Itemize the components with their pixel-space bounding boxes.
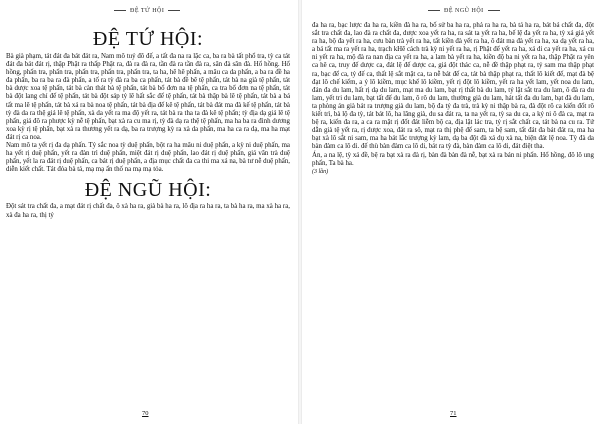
paragraph: Nam mô ta yết rị đa dạ phấn. Tỷ sắc noa tỳ duệ phấn, bột ra ha mâu ni duệ phấn, a kỳ ni duệ phấn, ma ha yết rị duệ phấn, yết ra đàn trì duệ phấn, miệt đát rị duệ phấn, lao đát rị duệ phấn, giá văn trà duệ phấn, yết la ra đát rị duệ phấn, ca bát rị duệ phấn, a địa mục chất đa ca thi ma xá na, bà tư nễ duệ phấn, diễn kiết chất. Tát đỏa bà tả, mạ mạ ấn thố na mạ mạ tỏa. [6, 142, 290, 174]
running-header-left [110, 8, 184, 14]
repeat-note: (3 lần) [312, 168, 329, 175]
right-page [304, 0, 600, 424]
header-text: ĐỆ NGŨ HỘI [444, 8, 484, 14]
right-page-content [312, 22, 594, 176]
header-rule [168, 10, 180, 11]
header-rule [488, 10, 500, 11]
header-rule [428, 10, 440, 11]
left-page [0, 0, 296, 424]
book-gutter [298, 0, 302, 424]
section-title: ĐỆ TỨ HỘI: [92, 28, 204, 50]
left-page-content [6, 22, 290, 220]
paragraph: Án, a na lệ, tỳ xá đề, bệ ra bạt xà ra đà rị, bàn đà bàn đà nễ, bạt xà ra bán ni phấn. Hổ hồng, đô lô ung phấn, Ta bà ha. [312, 151, 594, 167]
page-number: 71 [450, 410, 457, 417]
running-header-right [424, 8, 504, 14]
header-rule [114, 10, 126, 11]
page-number: 70 [142, 410, 149, 417]
paragraph: đa ha ra, bạc lược đa ha ra, kiền đà ha ra, bố sử ba ha ra, phả ra ha ra, bà tả ha ra, bát bá chất đa, đột sắt tra chất đa, lao đà ra chất đa, dược xoa yết ra ha, ra sát ta yết ra ha, bế lệ đa yết ra ha, tỳ xá giá yết ra ha, bộ đa yết ra ha, cưu bàn trà yết ra ha, tất kiền đà yết ra ha, ô đát ma đà yết ra ha, xa dạ yết ra ha, a bá tất ma ra yết ra ha, trạch kHê cách trà kỳ ni yết ra ha, rị Phật để yết ra ha, xá di ca yết ra ha, xá cu ni yết ra ha, mộ đà ra nan địa ca yết ra ha, a lam bà yết ra ha, kiền độ ba ni yết ra ha, thập Phật ra yên ca hê ca, truy đế dược ca, đát lệ đế dược ca, giả đột thác ca, nễ đề thập phạt ra, tỷ sam ma thập phạt ra, bạc để ca, tỷ đế ca, thất lệ sắt mật ca, ta nễ bát đế ca, tát bà thập phạt ra, thất lô kiết đế, mạt đà bệ đạt lô chế kiếm, a ỷ lô kiềm, mục khế lô kiềm, yết rị đột lô kiềm, yết ra ha yết lam, yết noa du lam, đản đa du lam, hất rị dạ du lam, mạt ma du lam, bạt rị thất bà du lam, tỷ lật sắt tra du lam, ô đà ra du lam, yết tri du lam, bạt tất đế du lam, ô rô du lam, thường già du lam, hát tất đa du lam, bạt đà du lam, ta phòng án già bát ra trượng già du lam, bộ đa tỷ đa trà, trà kỳ ni thập bà ra, đà đột rô ca kiến đốt rô kiết trì, bà lộ đa tỳ, tát bát lô, ha lăng già, du sa đát ra, ta na yết ra, tỳ sa du ca, a kỷ ni ô đà ca, mạt ra bệ ra, kiến đa ra, a ca ra mật rị đốt đát liễm bộ ca, địa lật lác tra, tỷ rị sắt chất ca, tát bà na cu ra. Tứ dẫn già tệ yết ra, rị dược xoa, đát ra sô, mạt ra thị phệ đế sam, ta bệ sam, tất đát đa bát đát ra, ma ha bạt xà lô sắt ni sam, ma ha bát lắc trượng kỳ lam, dạ ba đột đà xá dụ xà na, biện đát lệ noa. Tỳ đà da bàn đàm ca lô di. đế thù bàn đàm ca lô di, bát ra tỳ đà, bàn đàm ca lô di, đát điệt tha. [312, 22, 594, 151]
section-title: ĐỆ NGŨ HỘI: [84, 179, 212, 202]
paragraph: Đột sát tra chất đa, a mạt đát rị chất đa, ô xà ha ra, già bà ha ra, lô địa ra ha ra, ta bà ha ra, ma xà ha ra, xà đa ha ra, thị tỷ [6, 203, 290, 219]
paragraph: Bà già phạm, tát đát đa bát đát ra, Nam mô tuý đô đế, a tất đa na ra lặc ca, ba ra bà tất phổ tra, tỳ ca tát đát đa bát đát rị, thập Phật ra thấp Phật ra, đà ra đà ra, tần đà ra tần đà ra, sân đà sân đà. Hổ hồng. Hổ hồng, phấn tra, phấn tra, phấn tra, phấn tra, phấn tra, ta ha, hê hê phấn, a mâu ca da phấn, a ba ra đề ha đa phấn, ba ra ba ra đà phấn, a tố ra tỳ đà ra ba ca phấn, tát bà đề bê tệ phấn, tát bà na già tệ phấn, tát bà dược xoa tệ phấn, tát bà càn thát bà tệ phấn, tát bà bổ đơn na tệ phấn, ca tra bổ đơn na tệ phấn, tát bà đột lang chỉ đế tệ phấn, tát bà đột sáp tỷ lê hất sắc đế tệ phấn, tát bà thập bà lê tệ phấn, tát bà a bá tất ma lê tệ phấn, tát bà xá ra bà noa tệ phấn, tát bà địa đế kê tệ phấn, tát bà đát ma đà kế tệ phấn, tát bà tỳ đà da ra thệ giá lê tệ phấn, xà da yết ra ma độ yết ra, tát bà ra tha ta đà kê tệ phấn; tỳ địa dạ giá lê tệ phấn, giá đô ra phược kỳ nễ tệ phấn, bạt xà ra cu ma rị, tỳ đà dạ ra thệ tệ phấn, ma ha ba ra đinh dương xoa kỳ rị tệ phấn, bạt xà ra thương yết ra dạ, ba ra trượng kỳ ra xà da phấn, ma ha ca ra dạ, ma ha mạt đát rị ca noa. [6, 53, 290, 141]
header-text: ĐỆ TỨ HỘI [130, 8, 165, 14]
